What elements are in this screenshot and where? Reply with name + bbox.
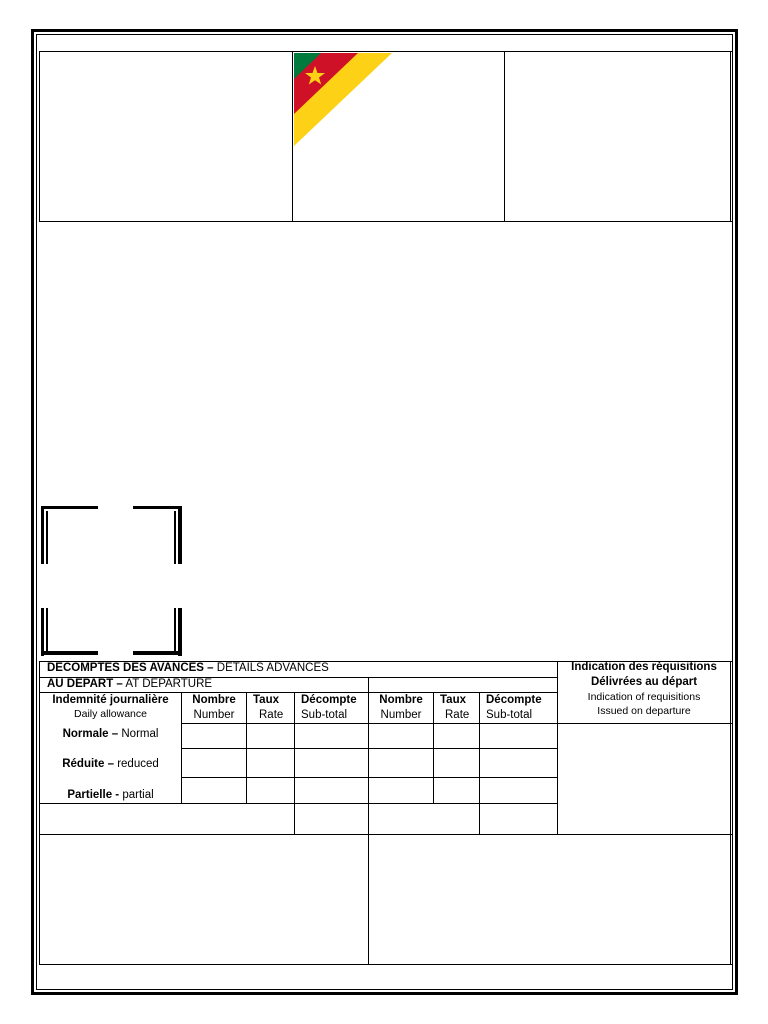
allowance-label-en: Daily allowance <box>74 708 147 720</box>
row-reduced-fr: Réduite – <box>62 758 114 770</box>
table-bottom-line <box>39 964 732 965</box>
departure-label <box>47 678 212 691</box>
header-bottom-line <box>39 221 732 222</box>
table-line-total <box>39 834 732 835</box>
table-col-divider-3 <box>294 692 295 835</box>
table-line-header-bottom <box>181 723 732 724</box>
header-left-line <box>39 51 40 222</box>
col-number-en-1: Number <box>193 709 235 721</box>
col-rate-en-2: Rate <box>445 709 470 721</box>
requisitions-title-en: Indication of requisitions <box>587 691 701 703</box>
col-subtotal-fr-2: Décompte <box>486 694 542 706</box>
header-right-line <box>730 51 731 222</box>
table-line-row2 <box>181 777 558 778</box>
col-rate-fr-1: Taux <box>253 694 279 706</box>
table-col-divider-4 <box>433 692 434 804</box>
table-line-row3 <box>39 803 558 804</box>
row-normal-fr: Normale – <box>62 728 119 740</box>
row-partial-en: partial <box>119 789 154 801</box>
header-top-line <box>39 51 732 52</box>
col-subtotal-fr-1: Décompte <box>301 694 357 706</box>
col-subtotal-en-1: Sub-total <box>301 709 348 721</box>
header-divider-1 <box>292 51 293 222</box>
row-partial-fr: Partielle - <box>67 789 120 801</box>
col-number-fr-1: Nombre <box>192 694 236 706</box>
row-label-normal <box>40 728 181 741</box>
row-reduced-en: reduced <box>114 758 159 770</box>
advances-title-en: DETAILS ADVANCES <box>213 662 329 674</box>
cameroon-flag-icon <box>294 53 394 147</box>
col-rate-en-1: Rate <box>259 709 284 721</box>
row-normal-en: Normal <box>118 728 159 740</box>
departure-label-fr: AU DEPART – <box>47 678 123 690</box>
requisitions-subtitle-en: Issued on departure <box>597 705 691 717</box>
requisitions-title-fr: Indication des réquisitions <box>571 661 717 673</box>
table-col-divider-2 <box>246 692 247 804</box>
advances-title <box>47 662 329 675</box>
row-label-reduced <box>40 758 181 771</box>
table-line-row1 <box>181 748 558 749</box>
header-divider-2 <box>504 51 505 222</box>
requisitions-subtitle-fr: Délivrées au départ <box>590 676 698 688</box>
row-label-partial <box>40 789 181 802</box>
table-line-columns <box>39 692 558 693</box>
col-number-fr-2: Nombre <box>379 694 423 706</box>
table-right-line <box>730 661 731 965</box>
table-col-divider-5 <box>479 692 480 835</box>
photo-corner-marks <box>41 506 182 656</box>
col-number-en-2: Number <box>380 709 422 721</box>
departure-label-en: AT DEPARTURE <box>122 678 213 690</box>
col-rate-fr-2: Taux <box>440 694 466 706</box>
advances-title-fr: DECOMPTES DES AVANCES – <box>47 662 214 674</box>
col-subtotal-en-2: Sub-total <box>486 709 533 721</box>
allowance-label-fr: Indemnité journalière <box>52 694 169 706</box>
